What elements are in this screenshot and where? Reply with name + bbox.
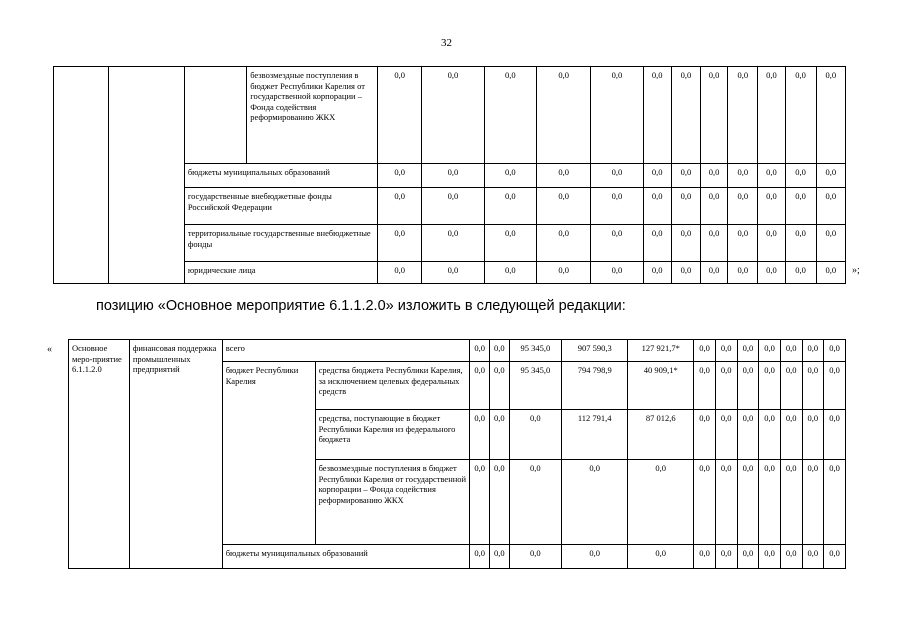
value-cell: 0,0 (802, 340, 824, 362)
value-cell: 0,0 (701, 188, 728, 225)
value-cell: 0,0 (537, 262, 591, 284)
value-cell: 0,0 (701, 164, 728, 188)
value-cell: 0,0 (780, 362, 802, 410)
value-cell: 0,0 (489, 460, 509, 545)
value-cell: 0,0 (780, 340, 802, 362)
row-label: юридические лица (184, 262, 377, 284)
value-cell: 0,0 (643, 225, 671, 262)
value-cell: 0,0 (780, 545, 802, 569)
row-label: бюджеты муниципальных образований (184, 164, 377, 188)
value-cell: 0,0 (694, 340, 716, 362)
value-cell: 0,0 (422, 164, 484, 188)
value-cell: 0,0 (378, 188, 422, 225)
value-cell: 0,0 (489, 545, 509, 569)
value-cell: 0,0 (489, 362, 509, 410)
value-cell: 0,0 (737, 362, 759, 410)
value-cell: 0,0 (671, 188, 700, 225)
value-cell: 0,0 (591, 225, 643, 262)
value-cell: 0,0 (728, 225, 758, 262)
value-cell: 0,0 (422, 188, 484, 225)
value-cell: 0,0 (715, 362, 737, 410)
row-label: государственные внебюджетные фонды Российской Федерации (184, 188, 377, 225)
value-cell: 0,0 (484, 188, 536, 225)
value-cell: 0,0 (758, 188, 785, 225)
value-cell: 0,0 (489, 340, 509, 362)
value-cell: 0,0 (816, 225, 845, 262)
status-cell: Основное меро-приятие 6.1.1.2.0 (69, 340, 130, 569)
value-cell: 0,0 (802, 362, 824, 410)
value-cell: 0,0 (470, 545, 490, 569)
value-cell: 0,0 (824, 362, 846, 410)
budget-table-new-edition (68, 339, 846, 569)
value-cell: 0,0 (785, 225, 816, 262)
value-cell: 0,0 (378, 164, 422, 188)
value-cell: 87 012,6 (628, 410, 694, 460)
value-cell: 0,0 (737, 545, 759, 569)
row-label: безвозмездные поступления в бюджет Республики Карелия от государственной корпорации – Фонда содействия реформированию ЖКХ (247, 67, 378, 164)
value-cell: 0,0 (591, 164, 643, 188)
source-group-cell (184, 67, 246, 164)
row-label: средства бюджета Республики Карелия, за исключением целевых федеральных средств (315, 362, 470, 410)
value-cell: 794 798,9 (562, 362, 628, 410)
value-cell: 0,0 (715, 545, 737, 569)
value-cell: 0,0 (470, 460, 490, 545)
value-cell: 0,0 (816, 262, 845, 284)
value-cell: 0,0 (537, 67, 591, 164)
page-number: 32 (441, 37, 452, 49)
value-cell: 0,0 (591, 188, 643, 225)
value-cell: 0,0 (694, 362, 716, 410)
value-cell: 0,0 (378, 262, 422, 284)
value-cell: 0,0 (824, 460, 846, 545)
value-cell: 0,0 (758, 262, 785, 284)
value-cell: 0,0 (816, 188, 845, 225)
row-label: средства, поступающие в бюджет Республики Карелия из федерального бюджета (315, 410, 470, 460)
value-cell: 0,0 (715, 340, 737, 362)
value-cell: 0,0 (671, 67, 700, 164)
value-cell: 0,0 (671, 262, 700, 284)
value-cell: 0,0 (780, 410, 802, 460)
value-cell: 0,0 (562, 460, 628, 545)
value-cell: 0,0 (378, 225, 422, 262)
value-cell: 0,0 (484, 164, 536, 188)
value-cell: 0,0 (701, 67, 728, 164)
value-cell: 0,0 (484, 225, 536, 262)
value-cell: 0,0 (737, 340, 759, 362)
value-cell: 0,0 (728, 262, 758, 284)
value-cell: 0,0 (759, 410, 781, 460)
value-cell: 0,0 (470, 410, 490, 460)
row-label: бюджеты муниципальных образований (222, 545, 470, 569)
value-cell: 0,0 (701, 262, 728, 284)
value-cell: 0,0 (562, 545, 628, 569)
value-cell: 0,0 (758, 67, 785, 164)
row-label: территориальные государственные внебюджетные фонды (184, 225, 377, 262)
row-label: всего (222, 340, 470, 362)
value-cell: 0,0 (422, 262, 484, 284)
value-cell: 0,0 (759, 545, 781, 569)
value-cell: 0,0 (758, 164, 785, 188)
value-cell: 0,0 (643, 164, 671, 188)
value-cell: 0,0 (824, 340, 846, 362)
row-label: безвозмездные поступления в бюджет Республики Карелия от государственной корпорации – Фонда содействия реформированию ЖКХ (315, 460, 470, 545)
value-cell: 0,0 (643, 67, 671, 164)
value-cell: 0,0 (643, 188, 671, 225)
value-cell: 0,0 (780, 460, 802, 545)
value-cell: 0,0 (484, 262, 536, 284)
closing-quote: »; (852, 265, 860, 276)
value-cell: 0,0 (816, 67, 845, 164)
value-cell: 0,0 (628, 460, 694, 545)
value-cell: 0,0 (422, 67, 484, 164)
value-cell: 0,0 (737, 460, 759, 545)
value-cell: 0,0 (470, 362, 490, 410)
value-cell: 0,0 (785, 67, 816, 164)
value-cell: 0,0 (537, 225, 591, 262)
value-cell: 0,0 (802, 460, 824, 545)
value-cell: 0,0 (509, 545, 562, 569)
value-cell: 0,0 (816, 164, 845, 188)
value-cell: 0,0 (737, 410, 759, 460)
value-cell: 0,0 (728, 188, 758, 225)
value-cell: 0,0 (728, 164, 758, 188)
value-cell: 0,0 (694, 545, 716, 569)
value-cell: 0,0 (470, 340, 490, 362)
value-cell: 0,0 (509, 460, 562, 545)
value-cell: 0,0 (701, 225, 728, 262)
value-cell: 0,0 (824, 545, 846, 569)
value-cell: 0,0 (591, 262, 643, 284)
value-cell: 0,0 (643, 262, 671, 284)
value-cell: 0,0 (489, 410, 509, 460)
opening-quote: « (47, 344, 52, 355)
value-cell: 0,0 (715, 460, 737, 545)
section-heading: позицию «Основное мероприятие 6.1.1.2.0» изложить в следующей редакции: (96, 298, 626, 314)
value-cell: 0,0 (484, 67, 536, 164)
value-cell: 127 921,7* (628, 340, 694, 362)
value-cell: 0,0 (785, 188, 816, 225)
value-cell: 0,0 (378, 67, 422, 164)
value-cell: 0,0 (758, 225, 785, 262)
value-cell: 0,0 (802, 410, 824, 460)
budget-table-continuation (53, 66, 846, 284)
value-cell: 40 909,1* (628, 362, 694, 410)
value-cell: 0,0 (694, 460, 716, 545)
value-cell: 0,0 (728, 67, 758, 164)
name-cell: финансовая поддержка промышленных предприятий (129, 340, 222, 569)
value-cell: 0,0 (802, 545, 824, 569)
value-cell: 0,0 (694, 410, 716, 460)
value-cell: 0,0 (759, 362, 781, 410)
value-cell: 907 590,3 (562, 340, 628, 362)
value-cell: 95 345,0 (509, 340, 562, 362)
value-cell: 0,0 (785, 164, 816, 188)
value-cell: 0,0 (537, 164, 591, 188)
value-cell: 0,0 (422, 225, 484, 262)
name-cell (109, 67, 184, 284)
value-cell: 0,0 (715, 410, 737, 460)
value-cell: 0,0 (759, 460, 781, 545)
status-cell (54, 67, 109, 284)
budget-group-cell: бюджет Республики Карелия (222, 362, 315, 545)
value-cell: 0,0 (759, 340, 781, 362)
value-cell: 95 345,0 (509, 362, 562, 410)
value-cell: 0,0 (824, 410, 846, 460)
value-cell: 0,0 (671, 164, 700, 188)
value-cell: 0,0 (671, 225, 700, 262)
value-cell: 0,0 (628, 545, 694, 569)
value-cell: 0,0 (785, 262, 816, 284)
value-cell: 0,0 (537, 188, 591, 225)
table-row (69, 340, 846, 362)
value-cell: 0,0 (591, 67, 643, 164)
value-cell: 0,0 (509, 410, 562, 460)
table-row (54, 67, 846, 164)
value-cell: 112 791,4 (562, 410, 628, 460)
